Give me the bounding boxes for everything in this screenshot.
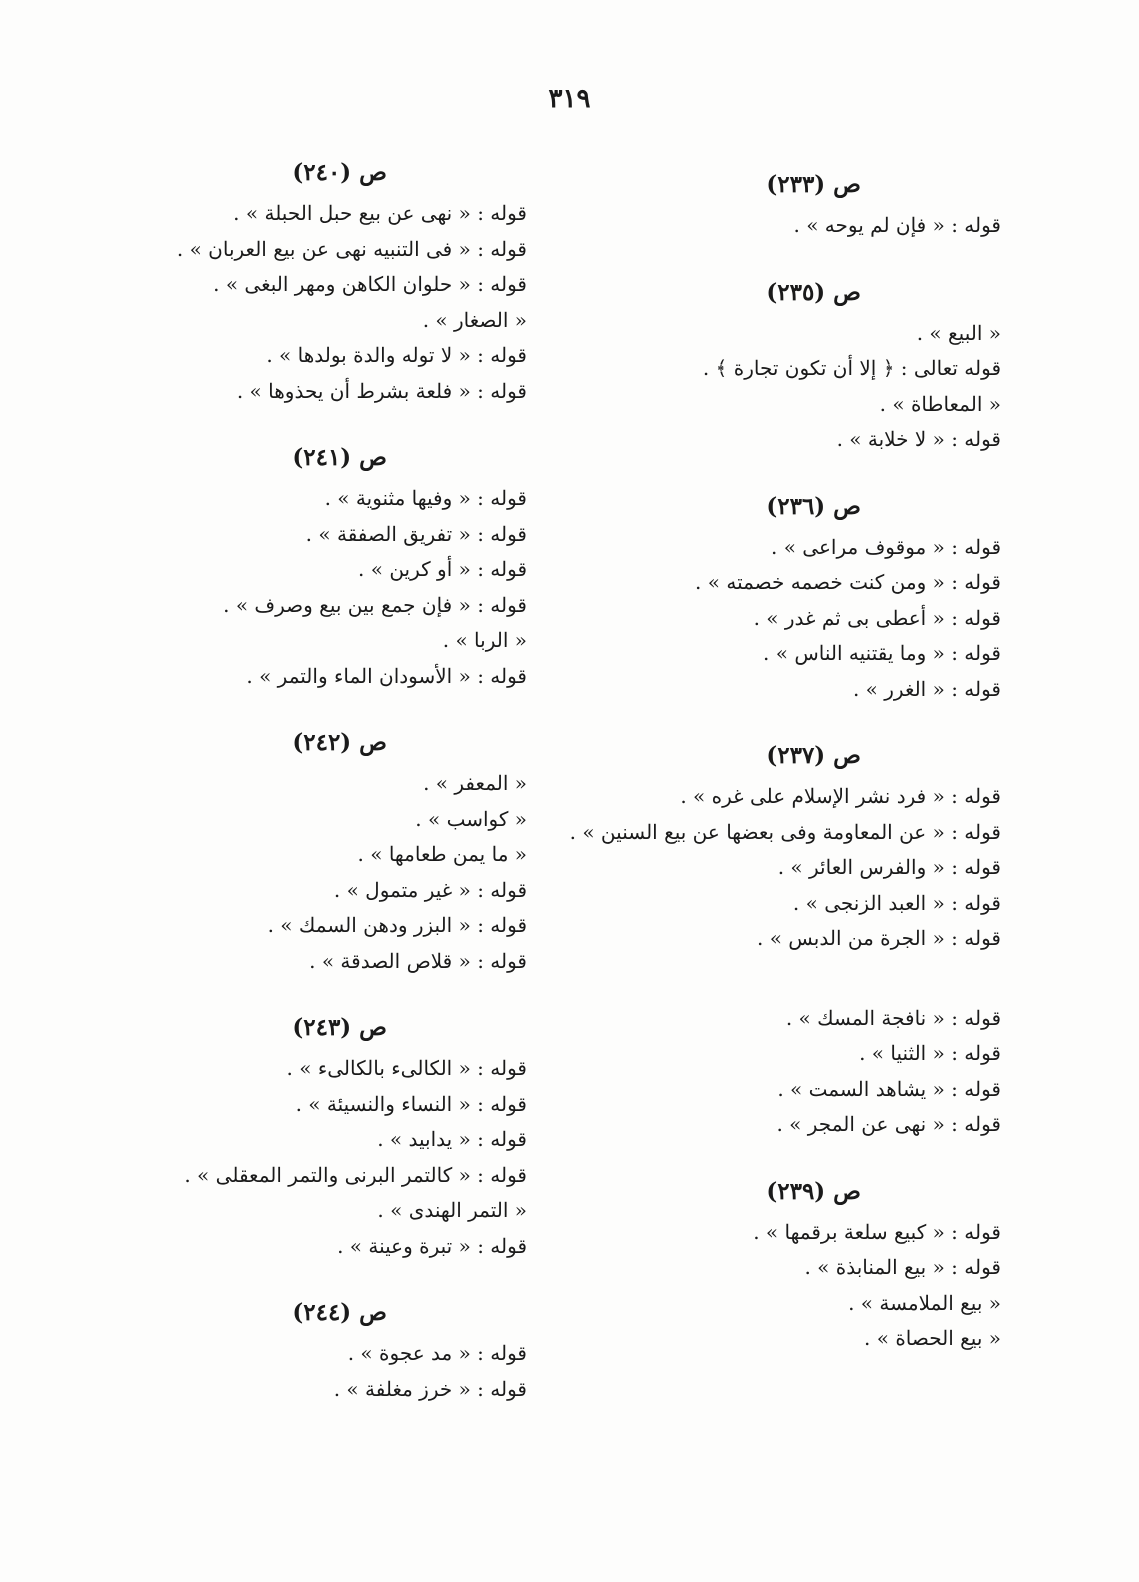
index-section (561, 162, 1001, 244)
section-heading: ص (٢٤٢) (292, 729, 387, 756)
index-section (561, 1169, 1001, 1357)
index-entry: قوله : « غير متمول » . (333, 877, 527, 902)
index-entry: قوله : « نهى عن بيع حبل الحبلة » . (233, 201, 527, 225)
index-entry: قوله : « الجرة من الدبس » . (756, 926, 1001, 950)
index-entry: قوله : « تبرة وعينة » . (337, 1233, 527, 1258)
index-entry: قوله : « بيع المنابذة » . (804, 1255, 1001, 1279)
section-heading: ص (٢٤٤) (292, 1299, 387, 1326)
index-entry: قوله : « الغرر » . (852, 676, 1001, 701)
index-section (87, 1290, 527, 1407)
index-entry: « ما يمن طعامها » . (357, 842, 527, 866)
index-entry: قوله : « فرد نشر الإسلام على غره » . (680, 784, 1001, 808)
index-entry: قوله : « خرز مغلفة » . (333, 1376, 527, 1401)
index-section (87, 435, 527, 694)
index-entry: « كواسب » . (415, 806, 527, 831)
page-number: ٣١٩ (548, 84, 591, 114)
index-entry: قوله : « أعطى بى ثم غدر » . (753, 605, 1001, 630)
section-heading: ص (٢٣٧) (766, 742, 861, 769)
index-entry: قوله : « نافجة المسك » . (785, 1005, 1001, 1030)
index-entry: قوله : « عن المعاومة وفى بعضها عن بيع السنين » . (569, 819, 1001, 844)
section-heading: ص (٢٣٦) (766, 492, 861, 520)
index-entry: قوله : « وما يقتنيه الناس » . (763, 641, 1001, 665)
index-section (87, 720, 527, 979)
index-entry: قوله : « قلاص الصدقة » . (309, 948, 527, 973)
index-entry: قوله تعالى : ﴿ إلا أن تكون تجارة ﴾ . (702, 356, 1001, 380)
index-entry: « الصغار » . (422, 307, 527, 332)
section-heading: ص (٢٤١) (292, 444, 387, 471)
index-entry: قوله : « فلعة بشرط أن يحذوها » . (236, 378, 527, 403)
index-entry: « التمر الهندى » . (377, 1198, 527, 1222)
index-entry: قوله : « وفيها مثنوية » . (324, 486, 527, 510)
index-entry: قوله : « فى التنبيه نهى عن بيع العربان » . (176, 236, 527, 261)
index-entry: قوله : « يشاهد السمت » . (777, 1076, 1001, 1101)
index-entry: قوله : « كالتمر البرنى والتمر المعقلى » . (184, 1162, 527, 1187)
index-entry: قوله : « تفريق الصفقة » . (305, 521, 527, 546)
index-entry: قوله : « لا توله والدة بولدها » . (266, 343, 527, 367)
section-heading: ص (٢٣٩) (766, 1177, 861, 1205)
index-entry: قوله : « ومن كنت خصمه خصمته » . (695, 570, 1001, 594)
index-entry: قوله : « العبد الزنجى » . (792, 890, 1001, 915)
section-heading: ص (٢٤٠) (292, 159, 387, 186)
index-section (561, 270, 1001, 458)
index-entry: قوله : « فإن لم يوحه » . (793, 213, 1001, 237)
index-section (561, 484, 1001, 708)
index-section (87, 1005, 527, 1264)
index-entry: قوله : « البزر ودهن السمك » . (267, 913, 527, 937)
index-entry: « البيع » . (916, 320, 1001, 345)
index-entry: قوله : « لا خلابة » . (836, 427, 1001, 451)
index-entry: قوله : « كبيع سلعة برقمها » . (753, 1219, 1001, 1244)
section-heading: ص (٢٣٣) (766, 171, 861, 198)
index-entry: قوله : « موقوف مراعى » . (771, 534, 1001, 559)
index-entry: قوله : « والفرس العائر » . (777, 855, 1001, 879)
index-entry: قوله : « النساء والنسيئة » . (295, 1091, 527, 1116)
index-entry: قوله : « فإن جمع بين بيع وصرف » . (223, 592, 527, 617)
index-entry: قوله : « الأسودان الماء والتمر » . (246, 663, 527, 688)
index-entry: « الربا » . (442, 628, 527, 652)
index-entry: « بيع الملامسة » . (848, 1290, 1001, 1315)
index-section (561, 1001, 1001, 1143)
index-entry: قوله : « الثنيا » . (859, 1041, 1001, 1065)
index-entry: قوله : « حلوان الكاهن ومهر البغى » . (213, 272, 527, 296)
index-entry: قوله : « الكالىء بالكالىء » . (286, 1056, 527, 1080)
right-column (561, 150, 1001, 1383)
index-entry: « المعاطاة » . (879, 391, 1001, 416)
section-heading: ص (٢٤٣) (292, 1014, 387, 1041)
left-column (87, 150, 527, 1433)
index-entry: « بيع الحصاة » . (864, 1326, 1001, 1350)
index-entry: قوله : « نهى عن المجر » . (776, 1112, 1001, 1136)
index-section (561, 733, 1001, 957)
section-heading: ص (٢٣٥) (766, 278, 861, 306)
index-entry: قوله : « أو كرين » . (358, 557, 527, 581)
index-entry: قوله : « يدابيد » . (377, 1127, 527, 1151)
index-entry: قوله : « مد عجوة » . (347, 1341, 527, 1365)
index-entry: « المعفر » . (423, 771, 527, 795)
index-section (87, 150, 527, 409)
